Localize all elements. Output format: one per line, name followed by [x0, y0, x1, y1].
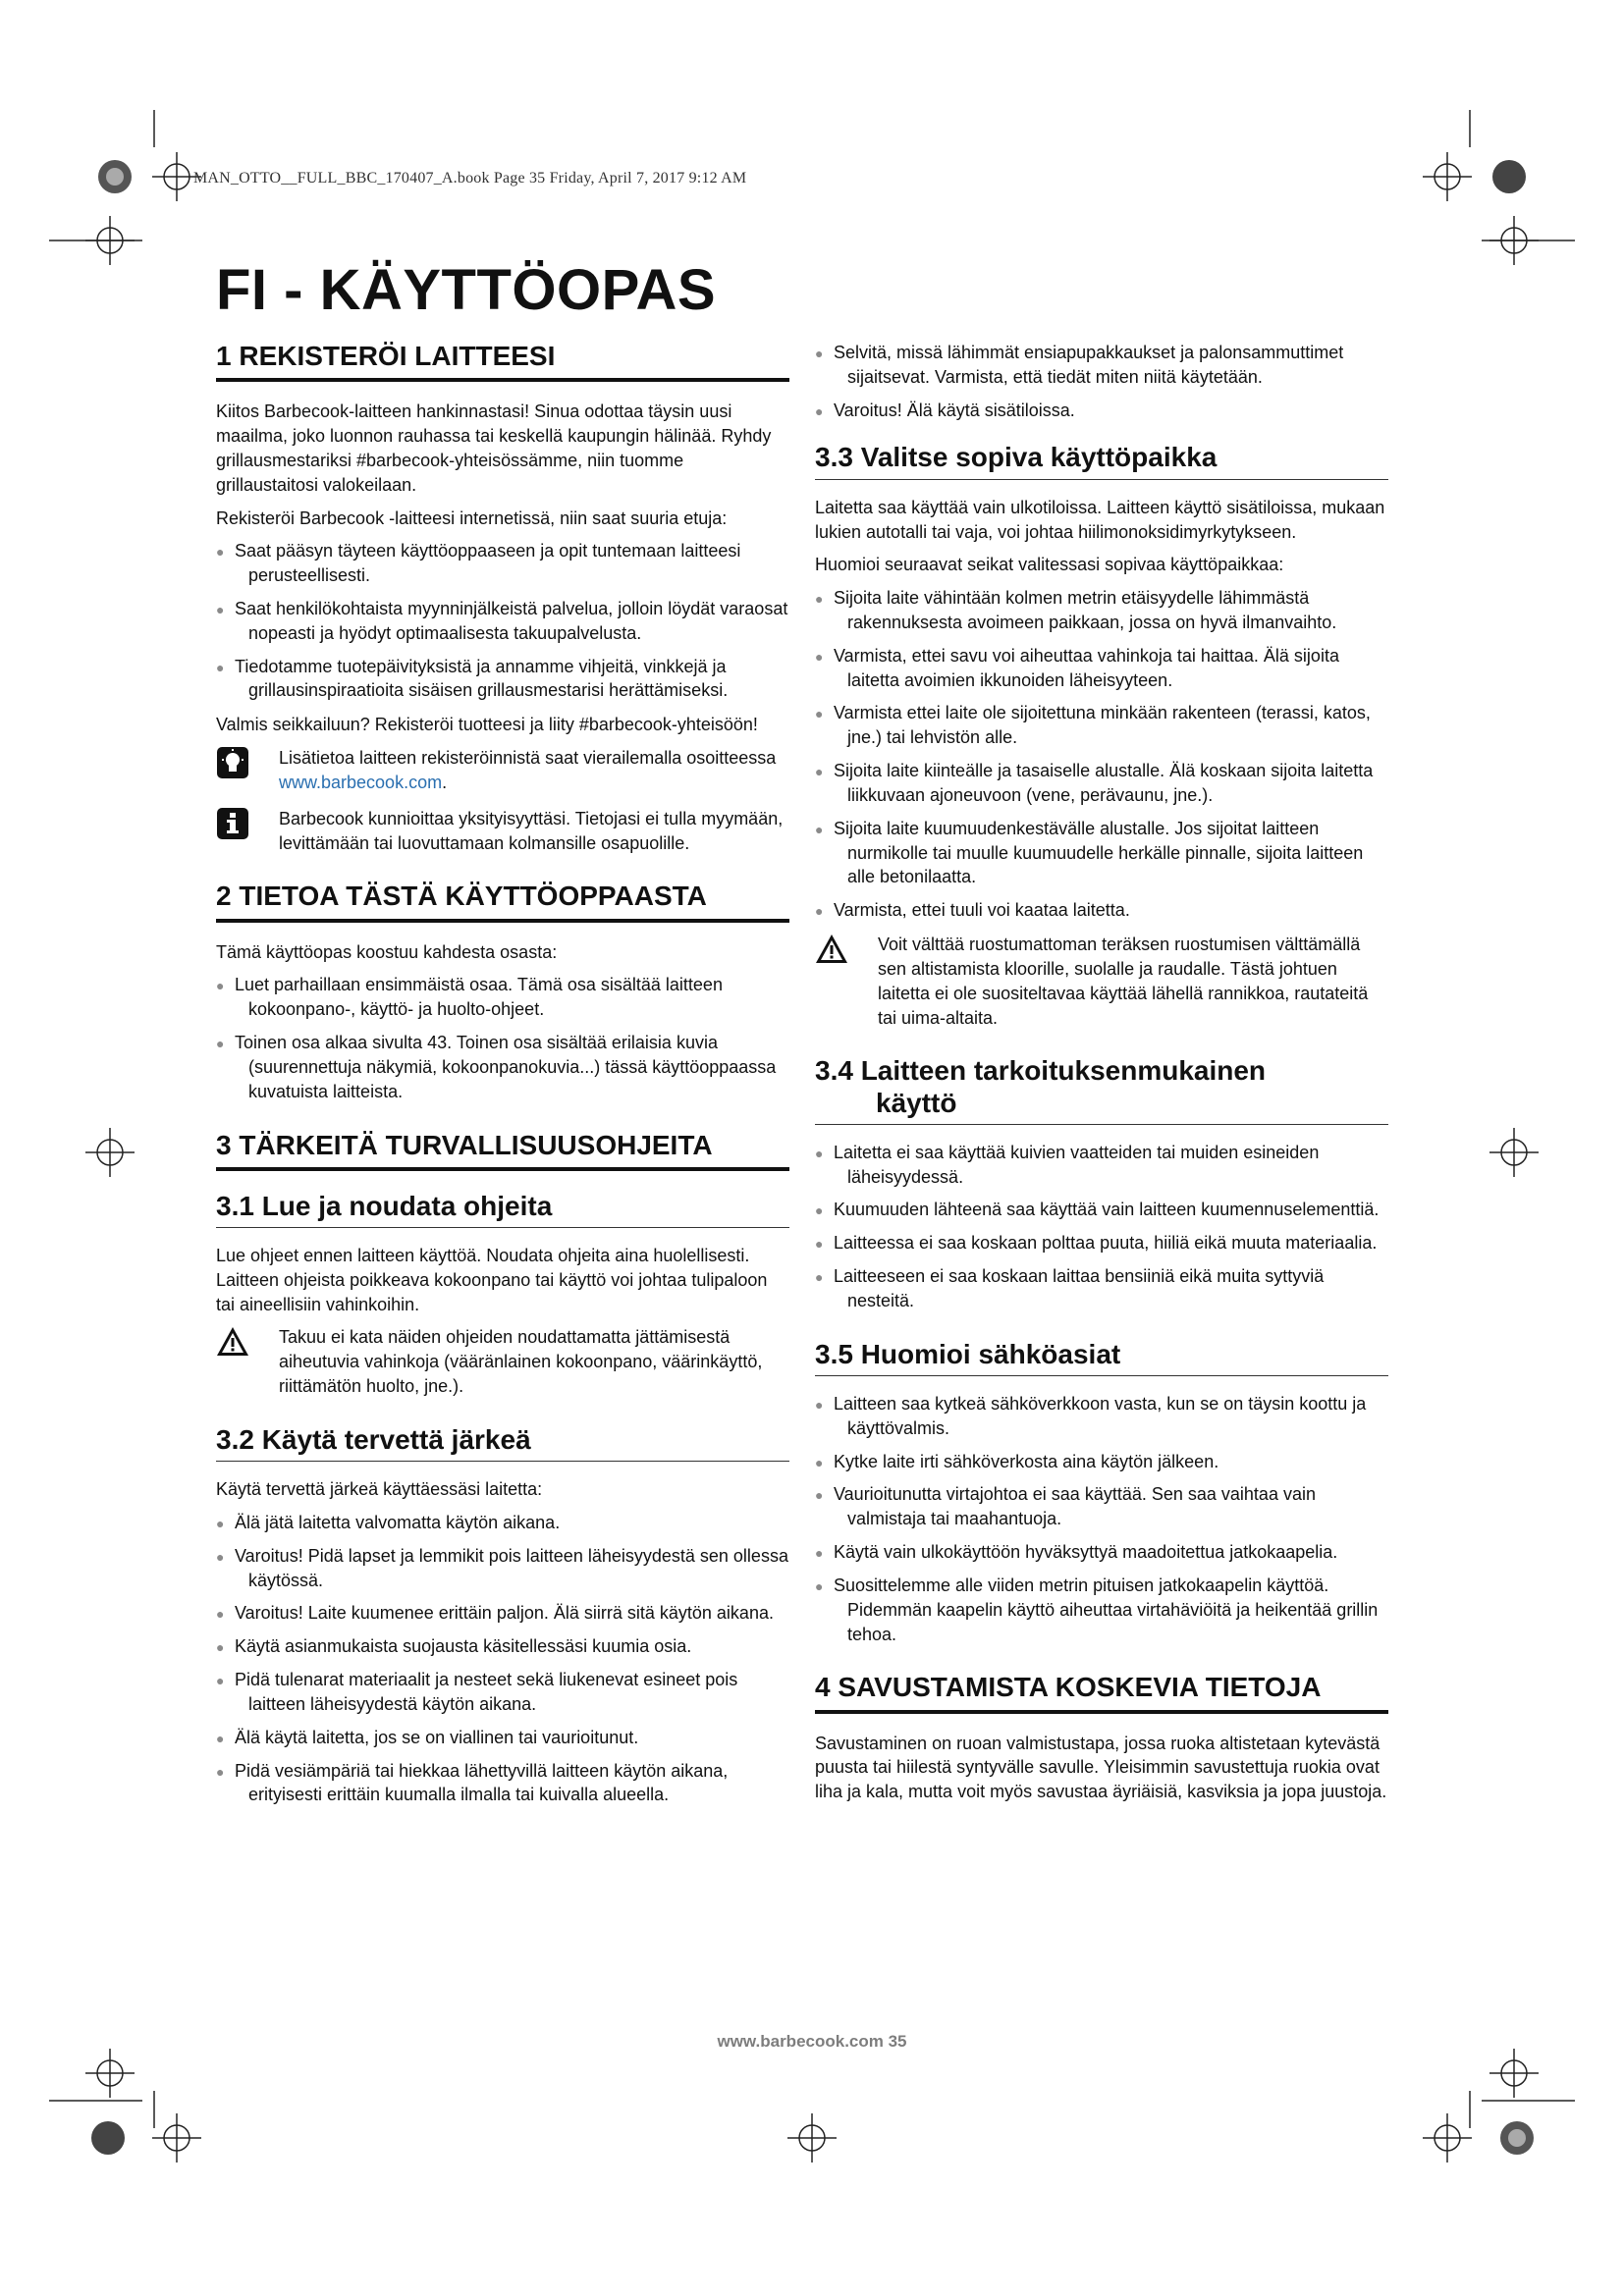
star-target-icon [91, 2121, 125, 2155]
bullet-list [815, 1141, 1388, 1313]
bullet-icon: ● [815, 1396, 824, 1413]
bullet-icon: ● [216, 1763, 225, 1780]
bullet-icon: ● [216, 601, 225, 617]
list-item: ● Laitteessa ei saa koskaan polttaa puuta, hiiliä eikä muuta materiaalia. [815, 1233, 1378, 1254]
bullet-icon: ● [815, 764, 824, 780]
bullet-icon: ● [815, 1577, 824, 1594]
bullet-icon: ● [815, 1545, 824, 1562]
bullet-list [216, 1511, 789, 1807]
list-item: ● Sijoita laite kiinteälle ja tasaiselle alustalle. Älä koskaan sijoita laitetta liikkuvaan ajoneuvoon (vene, perävaunu, jne.). [815, 761, 1374, 805]
list-item: ● Luet parhaillaan ensimmäistä osaa. Tämä osa sisältää laitteen kokoonpano-, käyttö- ja huolto-ohjeet. [216, 975, 723, 1020]
left-column [216, 341, 789, 1833]
list-item: ● Sijoita laite vähintään kolmen metrin etäisyydelle lähimmästä rakennuksesta avoimeen paikkaan, jossa on hyvä ilmanvaihto. [815, 588, 1337, 632]
printer-info-line: MAN_OTTO__FULL_BBC_170407_A.book Page 35 Friday, April 7, 2017 9:12 AM [193, 170, 747, 187]
website-link[interactable]: www.barbecook.com [279, 772, 443, 792]
bullet-list [216, 539, 789, 703]
list-item: ● Varmista, ettei tuuli voi kaataa laitetta. [815, 900, 1130, 921]
subsection-heading: 3.3 Valitse sopiva käyttöpaikka [815, 442, 1388, 479]
subsection-heading: 3.5 Huomioi sähköasiat [815, 1339, 1388, 1376]
list-item: ● Laitteeseen ei saa koskaan laittaa bensiiniä eikä muita syttyviä nesteitä. [815, 1266, 1325, 1310]
paragraph: Valmis seikkailuun? Rekisteröi tuotteesi ja liity #barbecook-yhteisöön! [216, 715, 758, 735]
warning-text: Takuu ei kata näiden ohjeiden noudattamatta jättämisestä aiheutuvia vahinkoja (vääränlainen kokoonpano, väärinkäyttö, riittämätön huolto, jne.). [279, 1327, 763, 1397]
info-icon [216, 807, 249, 840]
section-safety [216, 1130, 789, 1171]
paragraph: Rekisteröi Barbecook -laitteesi internetissä, niin saat suuria etuja: [216, 507, 728, 528]
paragraph: Huomioi seuraavat seikat valitessasi sopivaa käyttöpaikkaa: [815, 555, 1284, 575]
list-item: ● Vaurioitunutta virtajohtoa ei saa käyttää. Sen saa vaihtaa vain valmistaja tai maahantuoja. [815, 1484, 1316, 1529]
registration-target-icon [85, 1128, 135, 1177]
subsection-heading: 3.4 Laitteen tarkoituksenmukainen käyttö [815, 1055, 1388, 1124]
registration-target-icon [1489, 1128, 1539, 1177]
bullet-icon: ● [815, 648, 824, 665]
warning-note [815, 933, 1388, 1030]
bullet-icon: ● [815, 1487, 824, 1504]
section-intended-use [815, 1055, 1388, 1312]
list-item: ● Varoitus! Älä käytä sisätiloissa. [815, 400, 1075, 420]
list-item: ● Kuumuuden lähteenä saa käyttää vain laitteen kuumennuselementtiä. [815, 1200, 1380, 1220]
bullet-icon: ● [815, 402, 824, 419]
registration-target-icon [1423, 152, 1472, 201]
bullet-icon: ● [815, 346, 824, 361]
section-heading: 4 SAVUSTAMISTA KOSKEVIA TIETOJA [815, 1672, 1388, 1713]
paragraph: Lue ohjeet ennen laitteen käyttöä. Noudata ohjeita aina huolellisesti. Laitteen ohjeista poikkeava kokoonpano tai käyttö voi johtaa tulipaloon tai aineellisiin vahinkoihin. [216, 1245, 768, 1314]
page-title: FI - KÄYTTÖOPAS [216, 258, 717, 322]
bullet-list [815, 1392, 1388, 1646]
bullet-list [815, 586, 1388, 923]
bullet-icon: ● [216, 1673, 225, 1689]
list-item: ● Suosittelemme alle viiden metrin pituisen jatkokaapelin käyttöä. Pidemmän kaapelin käyttö aiheuttaa virtahäviöitä ja heikentää grillin tehoa. [815, 1575, 1379, 1644]
tip-note [216, 746, 789, 795]
paragraph: Tämä käyttöopas koostuu kahdesta osasta: [216, 941, 558, 962]
section-read-instructions [216, 1191, 789, 1399]
registration-target-icon [1423, 2113, 1472, 2163]
bullet-icon: ● [815, 706, 824, 722]
list-item: ● Toinen osa alkaa sivulta 43. Toinen osa sisältää erilaisia kuvia (suurennettuja näkymiä, kokoonpanokuvia...) tässä käyttöoppaassa kuvatuista laitteista. [216, 1033, 777, 1101]
bullet-icon: ● [815, 821, 824, 837]
list-item: ● Pidä tulenarat materiaalit ja nesteet sekä liukenevat esineet pois laitteen läheisyydestä käytön aikana. [216, 1670, 738, 1714]
list-item: ● Käytä vain ulkokäyttöön hyväksyttyä maadoitettua jatkokaapelia. [815, 1542, 1338, 1563]
bullet-icon: ● [216, 1515, 225, 1531]
list-item: ● Varmista, ettei savu voi aiheuttaa vahinkoja tai haittaa. Älä sijoita laitetta avoimien ikkunoiden läheisyyteen. [815, 645, 1339, 690]
registration-target-icon [85, 216, 135, 265]
bullet-icon: ● [815, 1145, 824, 1161]
list-item: ● Tiedotamme tuotepäivityksistä ja annamme vihjeitä, vinkkejä ja grillausinspiraatioita sisäisen grillausmestarisi herättämiseksi. [216, 656, 729, 701]
list-item: ● Sijoita laite kuumuudenkestävälle alustalle. Jos sijoitat laitteen nurmikolle tai muulle kuumuudelle herkälle pinnalle, sijoita laitteen alle betonilaatta. [815, 818, 1364, 887]
star-target-icon [1500, 2121, 1534, 2155]
bullet-icon: ● [815, 1269, 824, 1286]
bullet-icon: ● [815, 591, 824, 608]
paragraph: Savustaminen on ruoan valmistustapa, jossa ruoka altistetaan kytevästä puusta tai hiilestä syntyvälle savulle. Yleisimmin savustettuja ruokia ovat liha ja kala, mutta voit myös savustaa äyriäisiä, kasviksia ja jopa juustoja. [815, 1733, 1387, 1802]
section-about-manual [216, 881, 789, 1103]
star-target-icon [1492, 160, 1526, 193]
list-item: ● Saat pääsyn täyteen käyttöoppaaseen ja opit tuntemaan laitteesi perusteellisesti. [216, 541, 741, 586]
list-item: ● Laitetta ei saa käyttää kuivien vaatteiden tai muiden esineiden läheisyydessä. [815, 1142, 1320, 1187]
tip-text: Lisätietoa laitteen rekisteröinnistä saat vierailemalla osoitteessa www.barbecook.com. [279, 748, 777, 792]
bullet-icon: ● [216, 659, 225, 675]
warning-triangle-icon [815, 933, 848, 966]
bullet-icon: ● [216, 1730, 225, 1746]
paragraph: Kiitos Barbecook-laitteen hankinnastasi! Sinua odottaa täysin uusi maailma, joko luonnon rauhassa tai keskellä kaupungin hälinää. Ryhdy grillausmestariksi #barbecook-yhteisössämme, niin tuomme grillaustaitosi valokeilaan. [216, 401, 772, 495]
bullet-icon: ● [815, 1202, 824, 1219]
star-target-icon [98, 160, 132, 193]
section-location [815, 442, 1388, 1030]
section-electrical [815, 1339, 1388, 1647]
bullet-list [216, 973, 789, 1103]
page-footer: www.barbecook.com 35 [717, 2032, 907, 2051]
bullet-icon: ● [815, 1454, 824, 1470]
registration-target-icon [787, 2113, 837, 2163]
bullet-icon: ● [216, 544, 225, 561]
section-heading: 3 TÄRKEITÄ TURVALLISUUSOHJEITA [216, 1130, 789, 1171]
warning-triangle-icon [216, 1325, 249, 1359]
right-column [815, 341, 1388, 1830]
list-item: ● Pidä vesiämpäriä tai hiekkaa lähettyvillä laitteen käytön aikana, erityisesti erittäin kuumalla ilmalla tai kuivalla alueella. [216, 1760, 729, 1805]
registration-target-icon [152, 2113, 201, 2163]
bullet-icon: ● [216, 1548, 225, 1565]
paragraph: Laitetta saa käyttää vain ulkotiloissa. Laitteen käyttö sisätiloissa, mukaan lukien autotalli tai vaja, voi johtaa hiilimonoksidimyrkytykseen. [815, 497, 1385, 542]
list-item: ● Varoitus! Pidä lapset ja lemmikit pois laitteen läheisyydestä sen ollessa käytössä. [216, 1545, 788, 1590]
list-item: ● Varmista ettei laite ole sijoitettuna minkään rakenteen (terassi, katos, jne.) tai lehvistön alle. [815, 703, 1371, 748]
paragraph: Käytä tervettä järkeä käyttäessäsi laitetta: [216, 1479, 543, 1500]
warning-note [216, 1325, 789, 1398]
list-item: ● Saat henkilökohtaista myynninjälkeistä palvelua, jolloin löydät varaosat nopeasti ja hyödyt optimaalisesta takuupalvelusta. [216, 598, 788, 643]
subsection-heading: 3.2 Käytä tervettä järkeä [216, 1424, 789, 1462]
lightbulb-icon [216, 746, 249, 779]
info-note [216, 807, 789, 856]
section-smoking [815, 1672, 1388, 1804]
section-common-sense [216, 1424, 789, 1807]
warning-text: Voit välttää ruostumattoman teräksen ruostumisen välttämällä sen altistamista kloorille, suolalle ja raudalle. Tästä johtuen laitetta ei ole suositeltavaa käyttää lähellä rannikkoa, rautateitä tai uima-altaita. [878, 934, 1369, 1028]
registration-target-icon [1489, 2049, 1539, 2098]
subsection-heading: 3.1 Lue ja noudata ohjeita [216, 1191, 789, 1228]
bullet-icon: ● [216, 978, 225, 994]
registration-target-icon [85, 2049, 135, 2098]
bullet-icon: ● [216, 1606, 225, 1623]
bullet-icon: ● [815, 1236, 824, 1253]
bullet-icon: ● [815, 903, 824, 920]
list-item: ● Käytä asianmukaista suojausta käsitellessäsi kuumia osia. [216, 1636, 692, 1657]
list-item: ● Älä käytä laitetta, jos se on viallinen tai vaurioitunut. [216, 1727, 639, 1747]
bullet-icon: ● [216, 1036, 225, 1052]
list-item: ● Varoitus! Laite kuumenee erittäin paljon. Älä siirrä sitä käytön aikana. [216, 1603, 774, 1624]
section-heading: 2 TIETOA TÄSTÄ KÄYTTÖOPPAASTA [216, 881, 789, 922]
list-item: ● Kytke laite irti sähköverkosta aina käytön jälkeen. [815, 1451, 1219, 1471]
registration-target-icon [1489, 216, 1539, 265]
list-item: ● Älä jätä laitetta valvomatta käytön aikana. [216, 1512, 561, 1532]
section-common-sense-cont [815, 341, 1388, 422]
list-item: ● Selvitä, missä lähimmät ensiapupakkaukset ja palonsammuttimet sijaitsevat. Varmista, että tiedät miten niitä käytetään. [815, 343, 1344, 387]
section-register [216, 341, 789, 855]
bullet-list [815, 341, 1388, 422]
info-text: Barbecook kunnioittaa yksityisyyttäsi. Tietojasi ei tulla myymään, levittämään tai luovuttamaan kolmansille osapuolille. [279, 808, 784, 853]
bullet-icon: ● [216, 1639, 225, 1656]
section-heading: 1 REKISTERÖI LAITTEESI [216, 341, 789, 382]
list-item: ● Laitteen saa kytkeä sähköverkkoon vasta, kun se on täysin koottu ja käyttövalmis. [815, 1393, 1367, 1438]
